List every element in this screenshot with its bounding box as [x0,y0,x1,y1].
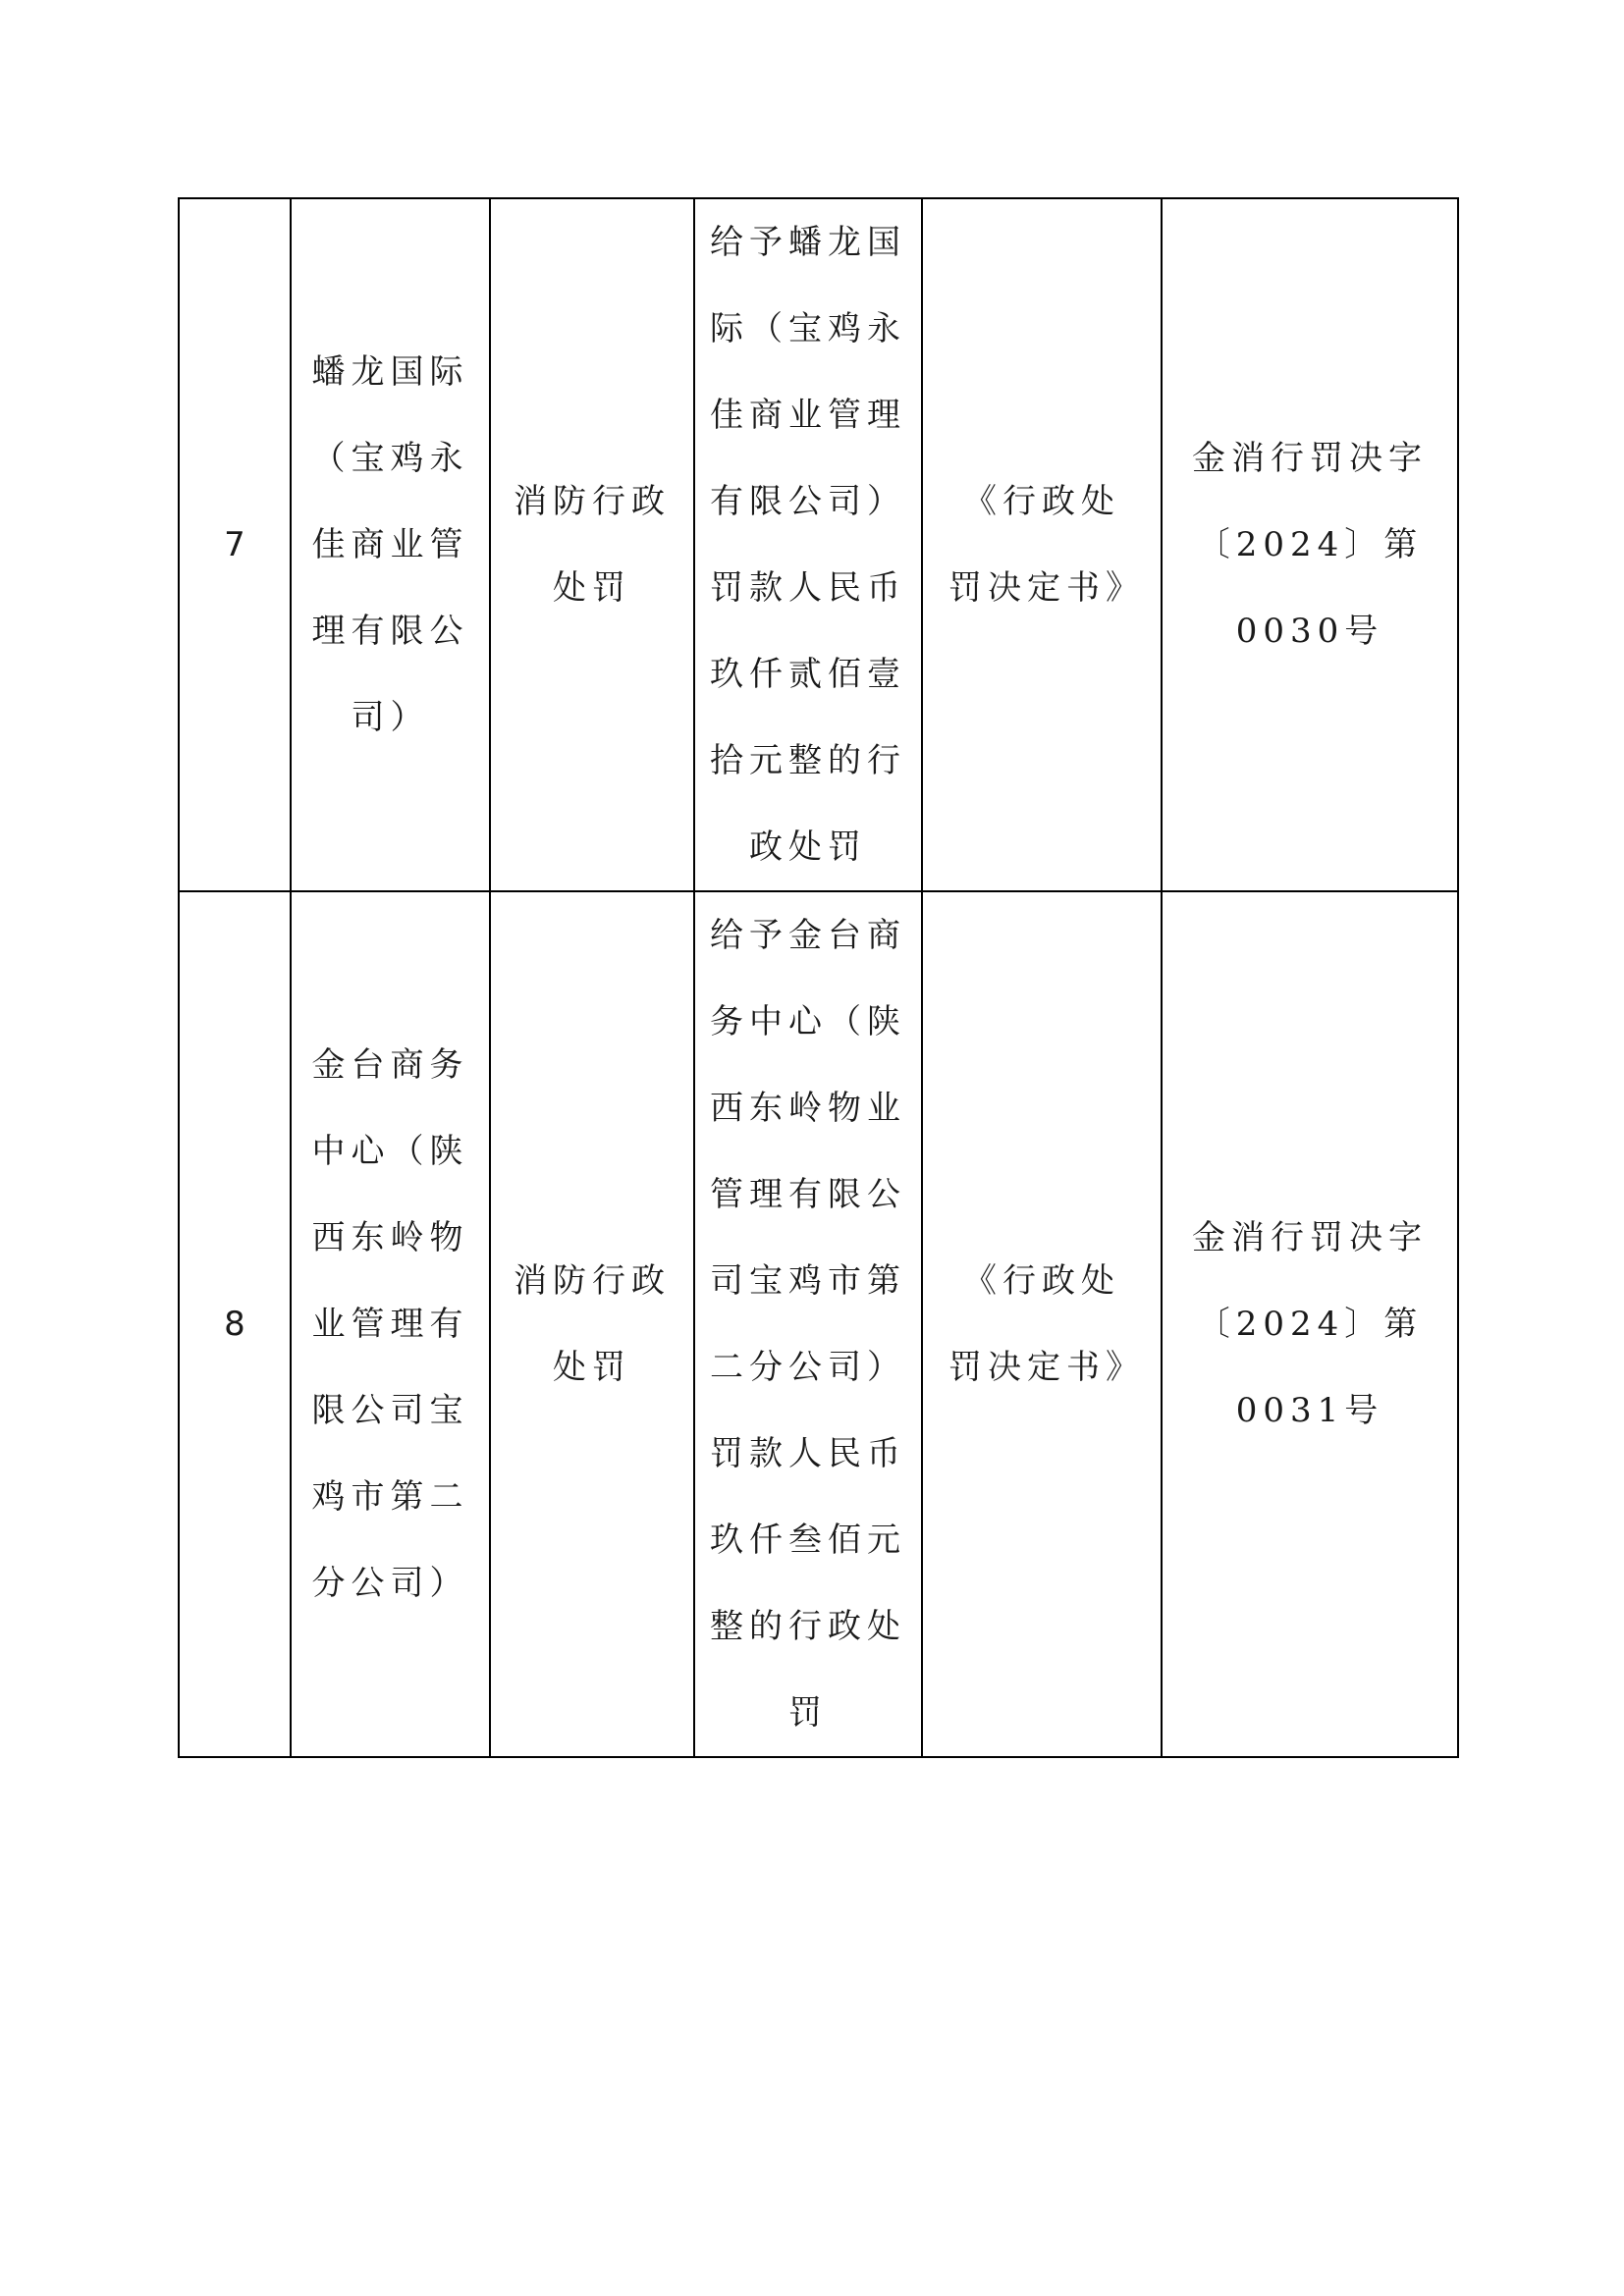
table-row [179,891,1458,1757]
penalty-category-cell [490,198,694,891]
penalty-category: 消防行政处罚 [514,482,671,608]
penalty-content-cell [694,198,922,891]
penalty-content: 给予金台商务中心（陕西东岭物业管理有限公司宝鸡市第二分公司）罚款人民币玖仟叁佰元整的行政处罚 [710,916,906,1733]
decision-number: 金消行罚决字〔2024〕第0031号 [1192,1218,1428,1430]
penalty-content-cell [694,891,922,1757]
row-number: 8 [224,1305,245,1344]
party-name-cell [291,198,490,891]
decision-number: 金消行罚决字〔2024〕第0030号 [1192,439,1428,651]
decision-number-cell [1162,891,1458,1757]
party-name-cell [291,891,490,1757]
penalty-basis: 《行政处罚决定书》 [948,1261,1145,1387]
row-number: 7 [224,525,245,564]
party-name: 蟠龙国际（宝鸡永佳商业管理有限公司） [311,352,469,737]
party-name: 金台商务中心（陕西东岭物业管理有限公司宝鸡市第二分公司） [311,1045,469,1603]
row-number-cell [179,891,291,1757]
table-row [179,198,1458,891]
row-number-cell [179,198,291,891]
penalty-category-cell [490,891,694,1757]
decision-number-cell [1162,198,1458,891]
penalty-table [178,197,1459,1758]
penalty-basis-cell [922,891,1162,1757]
penalty-content: 给予蟠龙国际（宝鸡永佳商业管理有限公司）罚款人民币玖仟贰佰壹拾元整的行政处罚 [710,223,906,867]
penalty-basis: 《行政处罚决定书》 [948,482,1145,608]
penalty-category: 消防行政处罚 [514,1261,671,1387]
penalty-basis-cell [922,198,1162,891]
